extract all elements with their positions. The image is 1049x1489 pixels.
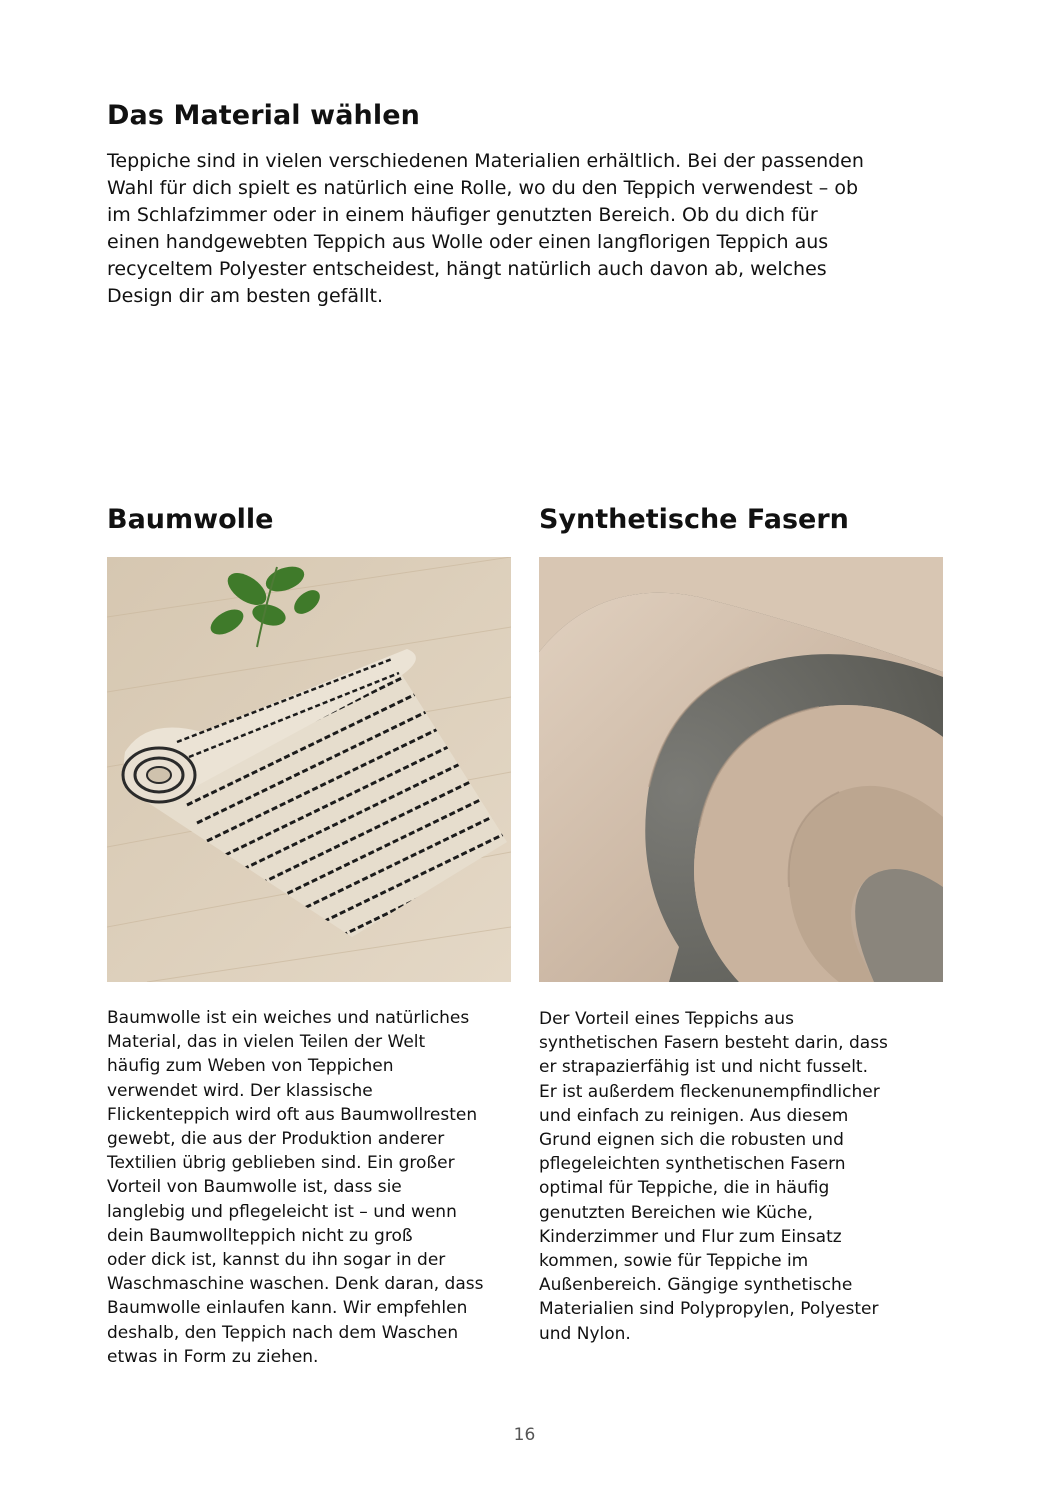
cotton-paragraph: Baumwolle ist ein weiches und natürliches Material, das in vielen Teilen der Welt häufig zum Weben von Teppichen verwendet wird. Der klassische Flickenteppich wird oft aus Baumwollresten gewebt, die aus der Produktion anderer Textilien übrig geblieben sind. Ein großer Vorteil von Baumwolle ist, dass sie langlebig und pflegeleicht ist – und wenn dein Baumwollteppich nicht zu groß oder dick ist, kannst du ihn sogar in der Waschmaschine waschen. Denk daran, dass Baumwolle einlaufen kann. Wir empfehlen deshalb, den Teppich nach dem Waschen etwas in Form zu ziehen. [107, 1008, 484, 1367]
synthetic-rug-photo [539, 557, 943, 982]
page-number: 16 [513, 1425, 536, 1445]
section-title: Das Material wählen [107, 100, 420, 131]
intro-paragraph: Teppiche sind in vielen verschiedenen Materialien erhältlich. Bei der passenden Wahl für dich spielt es natürlich eine Rolle, wo du den Teppich verwendest – ob im Schlafzimmer oder in einem häufiger genutzten Bereich. Ob du dich für einen handgewebten Teppich aus Wolle oder einen langflorigen Teppich aus recyceltem Polyester entscheidest, hängt natürlich auch davon ab, welches Design dir am besten gefällt. [107, 150, 864, 307]
synthetic-paragraph: Der Vorteil eines Teppichs aus synthetischen Fasern besteht darin, dass er strapazierfähig ist und nicht fusselt. Er ist außerdem fleckenunempfindlicher und einfach zu reinigen. Aus diesem Grund eignen sich die robusten und pflegeleichten synthetischen Fasern optimal für Teppiche, die in häufig genutzten Bereichen wie Küche, Kinderzimmer und Flur zum Einsatz kommen, sowie für Teppiche im Außenbereich. Gängige synthetische Materialien sind Polypropylen, Polyester und Nylon. [539, 1009, 888, 1344]
synthetic-heading: Synthetische Fasern [539, 504, 849, 535]
cotton-rug-photo [107, 557, 511, 982]
cotton-heading: Baumwolle [107, 504, 274, 535]
cotton-section [107, 500, 511, 1367]
synthetic-section [539, 500, 943, 1344]
